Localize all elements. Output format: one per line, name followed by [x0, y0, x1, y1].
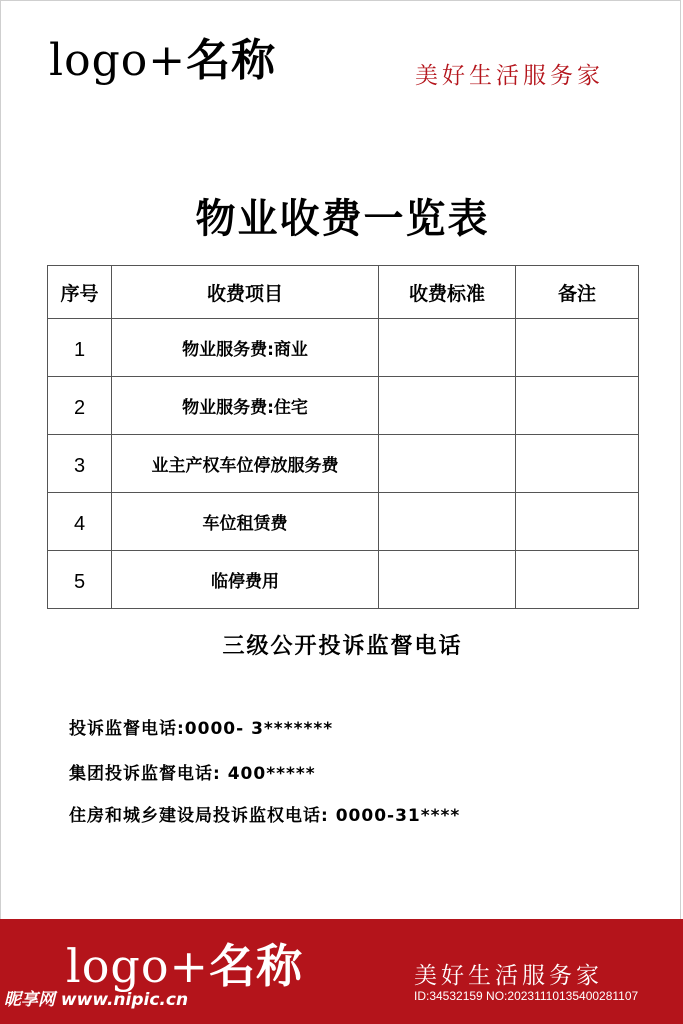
logo-text: logo+: [49, 35, 187, 86]
row-number: 5: [48, 551, 112, 609]
row-standard: [379, 319, 516, 377]
watermark: 昵享网 www.nipic.cn: [4, 990, 189, 1010]
slogan: 美好生活服务家: [415, 63, 604, 89]
brand-logo: [49, 35, 277, 86]
row-number: 3: [48, 435, 112, 493]
row-note: [516, 493, 639, 551]
fee-table: [47, 265, 639, 609]
header-standard: 收费标准: [379, 266, 516, 319]
row-item: 业主产权车位停放服务费: [112, 435, 379, 493]
row-standard: [379, 551, 516, 609]
footer-brand-logo: [66, 939, 304, 993]
row-number: 4: [48, 493, 112, 551]
table-row: [48, 435, 639, 493]
header-note: 备注: [516, 266, 639, 319]
row-note: [516, 435, 639, 493]
row-item: 物业服务费:住宅: [112, 377, 379, 435]
row-item: 物业服务费:商业: [112, 319, 379, 377]
row-number: 1: [48, 319, 112, 377]
footer-slogan: 美好生活服务家: [414, 963, 603, 989]
table-header-row: [48, 266, 639, 319]
row-standard: [379, 493, 516, 551]
hotline-title: 三级公开投诉监督电话: [222, 634, 463, 659]
hotline-line: 住房和城乡建设局投诉监权电话: 0000-31****: [69, 806, 461, 826]
table-row: [48, 493, 639, 551]
header-no: 序号: [48, 266, 112, 319]
hotline-line: 投诉监督电话:0000- 3*******: [69, 719, 334, 739]
image-id: ID:34532159 NO:20231110135400281107: [414, 989, 639, 1003]
footer-logo-text: logo+: [66, 939, 210, 993]
row-standard: [379, 435, 516, 493]
row-standard: [379, 377, 516, 435]
header-item: 收费项目: [112, 266, 379, 319]
brand-name: 名称: [186, 35, 277, 86]
page-title: 物业收费一览表: [195, 196, 490, 242]
row-note: [516, 551, 639, 609]
hotline-line: 集团投诉监督电话: 400*****: [69, 764, 316, 784]
table-row: [48, 319, 639, 377]
table-row: [48, 377, 639, 435]
row-note: [516, 319, 639, 377]
row-item: 临停费用: [112, 551, 379, 609]
row-item: 车位租赁费: [112, 493, 379, 551]
row-number: 2: [48, 377, 112, 435]
footer-brand-name: 名称: [209, 939, 304, 993]
footer-band: [0, 919, 683, 1024]
row-note: [516, 377, 639, 435]
table-row: [48, 551, 639, 609]
